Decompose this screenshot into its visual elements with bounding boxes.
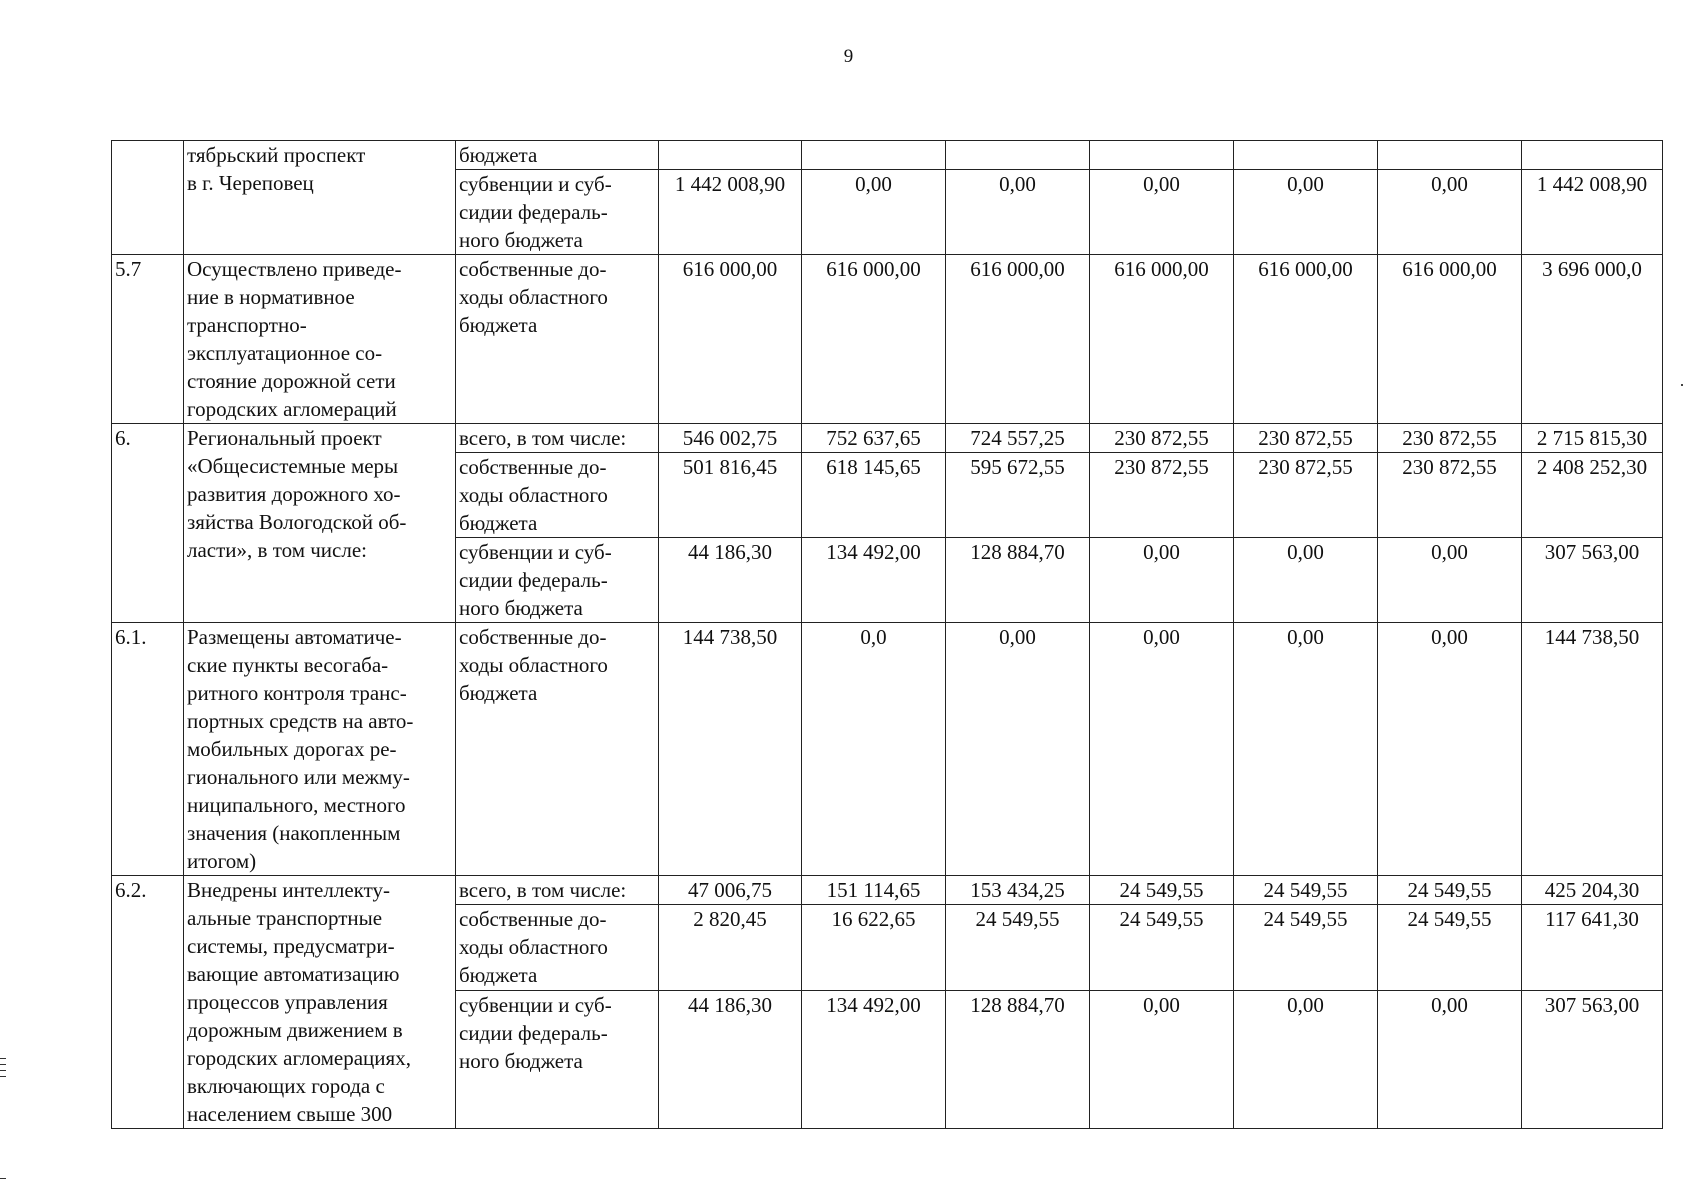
- total-cell: 2 408 252,30: [1522, 453, 1663, 538]
- funding-source: [456, 141, 659, 170]
- value-cell: 752 637,65: [802, 424, 946, 453]
- value-cell: 128 884,70: [946, 990, 1090, 1128]
- text-line: собственные до-: [459, 455, 607, 479]
- value-cell: 2 820,45: [659, 905, 802, 991]
- text-line: включающих города с: [187, 1074, 385, 1098]
- value-cell: [802, 141, 946, 170]
- value-cell: 0,00: [1090, 623, 1234, 876]
- text-line: стояние дорожной сети: [187, 369, 396, 393]
- value-cell: 134 492,00: [802, 538, 946, 623]
- value-cell: 230 872,55: [1090, 424, 1234, 453]
- total-cell: 2 715 815,30: [1522, 424, 1663, 453]
- text-line: процессов управления: [187, 990, 388, 1014]
- value-cell: 724 557,25: [946, 424, 1090, 453]
- value-cell: 616 000,00: [1090, 255, 1234, 424]
- margin-mark: [0, 1070, 6, 1071]
- budget-table: [111, 140, 1663, 1129]
- text-line: бюджета: [459, 681, 538, 705]
- value-cell: 595 672,55: [946, 453, 1090, 538]
- value-cell: [946, 141, 1090, 170]
- total-cell: 117 641,30: [1522, 905, 1663, 991]
- value-cell: 44 186,30: [659, 538, 802, 623]
- funding-source: [456, 905, 659, 991]
- text-line: населением свыше 300: [187, 1102, 393, 1126]
- text-line: сидии федераль-: [459, 1020, 608, 1045]
- text-line: субвенции и суб-: [459, 540, 612, 564]
- text-line: ного бюджета: [459, 596, 583, 620]
- value-cell: 24 549,55: [1090, 876, 1234, 905]
- text-line: ритного контроля транс-: [187, 681, 407, 705]
- value-cell: [659, 141, 802, 170]
- value-cell: 16 622,65: [802, 905, 946, 991]
- text-line: итогом): [187, 849, 257, 873]
- text-line: субвенции и суб-: [459, 172, 612, 196]
- margin-mark: [0, 1178, 6, 1179]
- row-name: [184, 876, 456, 1129]
- total-cell: 144 738,50: [1522, 623, 1663, 876]
- table-body: [112, 141, 1663, 1129]
- value-cell: 0,00: [1378, 623, 1522, 876]
- text-line: гионального или межму-: [187, 765, 410, 789]
- text-line: Осуществлено приведе-: [187, 257, 402, 281]
- value-cell: 0,00: [1234, 623, 1378, 876]
- text-line: «Общесистемные меры: [187, 454, 399, 478]
- value-cell: 128 884,70: [946, 538, 1090, 623]
- value-cell: 24 549,55: [1234, 905, 1378, 991]
- funding-source: [456, 876, 659, 905]
- value-cell: [1234, 141, 1378, 170]
- text-line: альные транспортные: [187, 906, 383, 930]
- text-line: городских агломераций: [187, 397, 397, 421]
- text-line: бюджета: [459, 313, 538, 337]
- margin-mark: [0, 1058, 6, 1059]
- value-cell: 24 549,55: [1378, 876, 1522, 905]
- value-cell: 230 872,55: [1090, 453, 1234, 538]
- value-cell: 0,00: [1090, 990, 1234, 1128]
- row-name: [184, 255, 456, 424]
- total-cell: 3 696 000,0: [1522, 255, 1663, 424]
- value-cell: [1378, 141, 1522, 170]
- text-line: зяйства Вологодской об-: [187, 510, 407, 534]
- total-cell: 425 204,30: [1522, 876, 1663, 905]
- row-number: [112, 141, 184, 255]
- funding-source: [456, 170, 659, 255]
- value-cell: 144 738,50: [659, 623, 802, 876]
- text-line: эксплуатационное со-: [187, 341, 383, 365]
- text-line: собственные до-: [459, 907, 607, 932]
- value-cell: 0,00: [1090, 538, 1234, 623]
- text-line: всего, в том числе:: [459, 878, 627, 902]
- funding-source: [456, 255, 659, 424]
- text-line: собственные до-: [459, 625, 607, 649]
- text-line: ходы областного: [459, 285, 608, 309]
- table-row: [112, 623, 1663, 876]
- row-name: [184, 424, 456, 623]
- value-cell: 0,00: [1234, 170, 1378, 255]
- row-number: 6.: [112, 424, 184, 623]
- value-cell: 0,00: [1378, 538, 1522, 623]
- value-cell: 134 492,00: [802, 990, 946, 1128]
- text-line: ного бюджета: [459, 228, 583, 252]
- text-line: мобильных дорогах ре-: [187, 737, 397, 761]
- value-cell: 501 816,45: [659, 453, 802, 538]
- row-number: 6.1.: [112, 623, 184, 876]
- value-cell: 24 549,55: [1234, 876, 1378, 905]
- text-line: дорожным движением в: [187, 1018, 403, 1042]
- table-row: [112, 255, 1663, 424]
- text-line: бюджета: [459, 963, 538, 988]
- value-cell: 618 145,65: [802, 453, 946, 538]
- text-line: ного бюджета: [459, 1048, 583, 1073]
- value-cell: 616 000,00: [659, 255, 802, 424]
- text-line: в г. Череповец: [187, 171, 314, 195]
- scan-speck: [1681, 384, 1683, 386]
- value-cell: 0,00: [802, 170, 946, 255]
- text-line: ходы областного: [459, 653, 608, 677]
- funding-source: [456, 424, 659, 453]
- total-cell: 1 442 008,90: [1522, 170, 1663, 255]
- value-cell: 24 549,55: [1090, 905, 1234, 991]
- text-line: ходы областного: [459, 483, 608, 507]
- value-cell: 230 872,55: [1234, 424, 1378, 453]
- margin-mark: [0, 1076, 6, 1077]
- value-cell: 616 000,00: [1378, 255, 1522, 424]
- funding-source: [456, 990, 659, 1128]
- text-line: субвенции и суб-: [459, 992, 612, 1017]
- value-cell: 616 000,00: [946, 255, 1090, 424]
- text-line: всего, в том числе:: [459, 426, 627, 450]
- value-cell: 0,00: [946, 623, 1090, 876]
- value-cell: 616 000,00: [1234, 255, 1378, 424]
- value-cell: 24 549,55: [1378, 905, 1522, 991]
- value-cell: 230 872,55: [1234, 453, 1378, 538]
- value-cell: 151 114,65: [802, 876, 946, 905]
- text-line: бюджета: [459, 511, 538, 535]
- row-name: [184, 141, 456, 255]
- text-line: ние в нормативное: [187, 285, 355, 309]
- value-cell: 546 002,75: [659, 424, 802, 453]
- text-line: портных средств на авто-: [187, 709, 414, 733]
- total-cell: 307 563,00: [1522, 538, 1663, 623]
- margin-mark: [0, 1064, 6, 1065]
- value-cell: 0,00: [1234, 990, 1378, 1128]
- text-line: сидии федераль-: [459, 568, 608, 592]
- text-line: Размещены автоматиче-: [187, 625, 402, 649]
- value-cell: 44 186,30: [659, 990, 802, 1128]
- text-line: вающие автоматизацию: [187, 962, 400, 986]
- value-cell: 47 006,75: [659, 876, 802, 905]
- text-line: ласти», в том числе:: [187, 538, 367, 562]
- text-line: ниципального, местного: [187, 793, 406, 817]
- value-cell: 230 872,55: [1378, 424, 1522, 453]
- row-number: 5.7: [112, 255, 184, 424]
- value-cell: 0,00: [1378, 170, 1522, 255]
- value-cell: 0,00: [1378, 990, 1522, 1128]
- text-line: ские пункты весогаба-: [187, 653, 389, 677]
- table-row: [112, 424, 1663, 453]
- text-line: тябрьский проспект: [187, 143, 366, 167]
- value-cell: 153 434,25: [946, 876, 1090, 905]
- value-cell: 0,00: [1090, 170, 1234, 255]
- text-line: бюджета: [459, 143, 538, 167]
- funding-source: [456, 453, 659, 538]
- value-cell: 230 872,55: [1378, 453, 1522, 538]
- row-number: 6.2.: [112, 876, 184, 1129]
- text-line: Региональный проект: [187, 426, 382, 450]
- total-cell: [1522, 141, 1663, 170]
- value-cell: 0,00: [1234, 538, 1378, 623]
- value-cell: 1 442 008,90: [659, 170, 802, 255]
- funding-source: [456, 538, 659, 623]
- total-cell: 307 563,00: [1522, 990, 1663, 1128]
- value-cell: 616 000,00: [802, 255, 946, 424]
- value-cell: 0,00: [946, 170, 1090, 255]
- page-number: 9: [843, 46, 854, 67]
- text-line: транспортно-: [187, 313, 307, 337]
- text-line: городских агломерациях,: [187, 1046, 411, 1070]
- row-name: [184, 623, 456, 876]
- text-line: развития дорожного хо-: [187, 482, 401, 506]
- text-line: ходы областного: [459, 935, 608, 960]
- text-line: Внедрены интеллекту-: [187, 878, 390, 902]
- table-row: [112, 141, 1663, 170]
- text-line: системы, предусматри-: [187, 934, 395, 958]
- text-line: сидии федераль-: [459, 200, 608, 224]
- value-cell: 24 549,55: [946, 905, 1090, 991]
- funding-source: [456, 623, 659, 876]
- value-cell: [1090, 141, 1234, 170]
- text-line: собственные до-: [459, 257, 607, 281]
- text-line: значения (накопленным: [187, 821, 401, 845]
- table-row: [112, 876, 1663, 905]
- value-cell: 0,0: [802, 623, 946, 876]
